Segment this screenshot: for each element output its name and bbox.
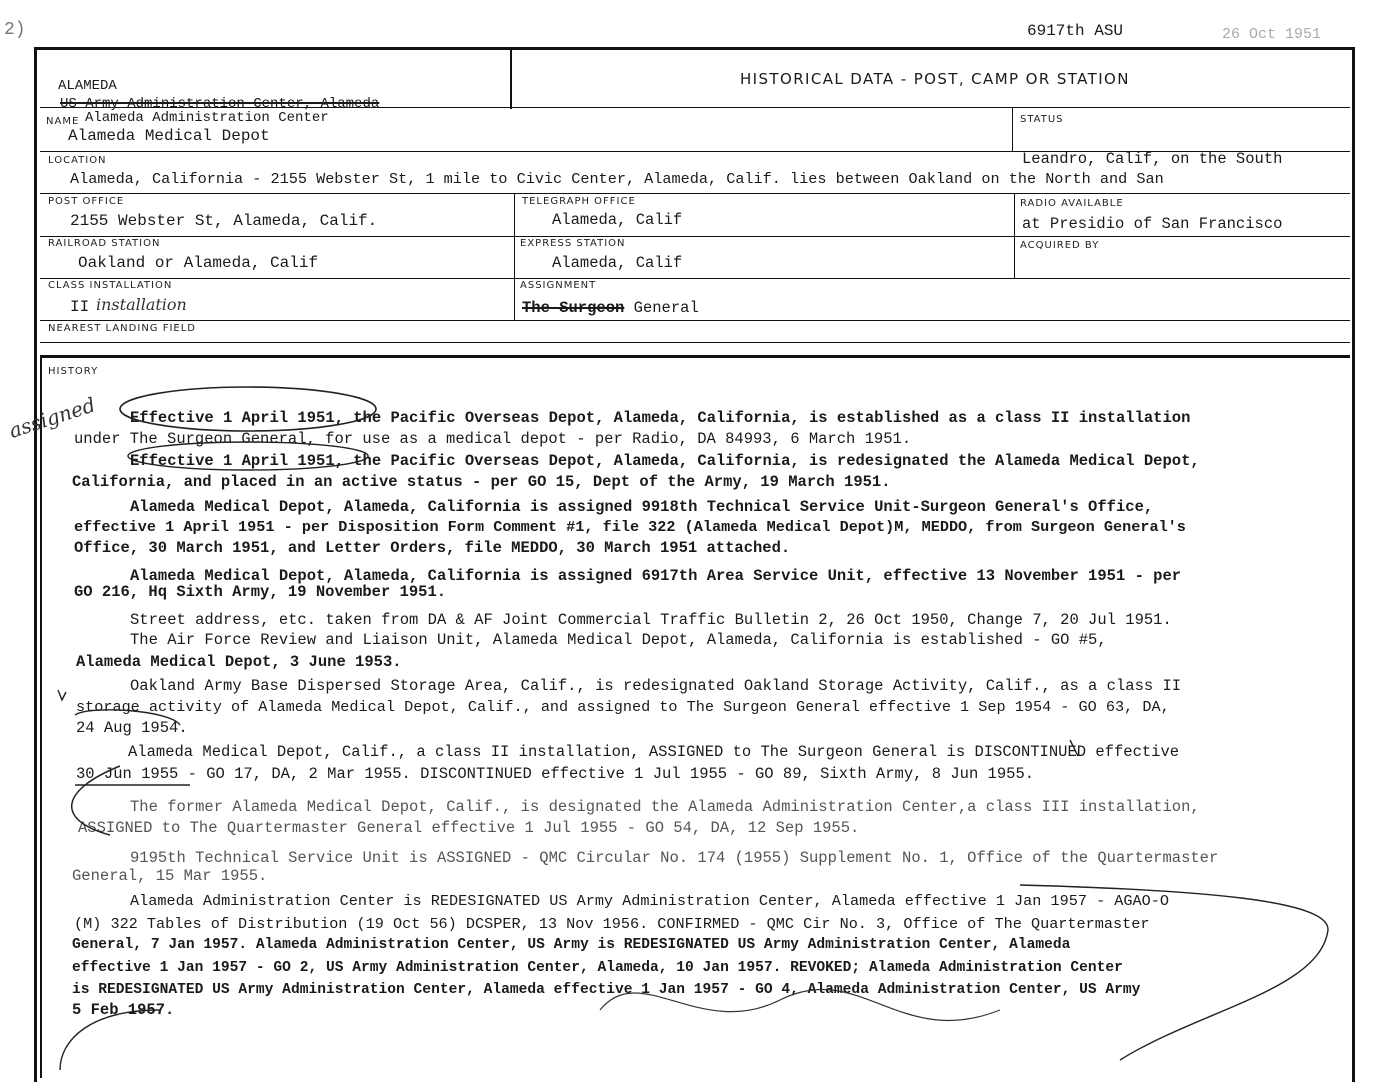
history-line: Effective 1 April 1951, the Pacific Overseas Depot, Alameda, California, is redesignated the Alameda Medical Depot, [130,452,1200,470]
history-line: Office, 30 March 1951, and Letter Orders, file MEDDO, 30 March 1951 attached. [74,539,791,557]
assignment-text: General [633,299,699,317]
history-line: Alameda Medical Depot, 3 June 1953. [76,653,402,671]
history-line: The former Alameda Medical Depot, Calif., is designated the Alameda Administration Center,a class III installation, [130,798,1200,816]
circle-annotation [120,387,376,431]
history-line: ASSIGNED to The Quartermaster General effective 1 Jul 1955 - GO 54, DA, 12 Sep 1955. [78,819,860,837]
name-label: NAME [46,116,80,127]
railroad-station-label: RAILROAD STATION [48,238,161,249]
assignment-struck: The Surgeon [522,299,625,317]
status-label: STATUS [1020,114,1064,125]
history-line: General, 7 Jan 1957. Alameda Administration Center, US Army is REDESIGNATED US Army Administration Center, Alameda [72,937,1071,953]
radio-available-label: RADIO AVAILABLE [1020,198,1124,209]
history-line: Oakland Army Base Dispersed Storage Area, Calif., is redesignated Oakland Storage Activity, Calif., as a class II [130,677,1182,695]
curve-mark [1020,885,1328,1060]
acquired-by-label: ACQUIRED BY [1020,240,1100,251]
history-line: 30 Jun 1955 - GO 17, DA, 2 Mar 1955. DISCONTINUED effective 1 Jul 1955 - GO 89, Sixth Army, 8 Jun 1955. [76,765,1035,783]
history-line: GO 216, Hq Sixth Army, 19 November 1951. [74,583,447,601]
nearest-landing-field-label: NEAREST LANDING FIELD [48,323,197,334]
telegraph-office-value: Alameda, Calif [552,211,683,229]
margin-note: assigned [6,392,99,443]
radio-available-value: at Presidio of San Francisco [1022,215,1283,233]
history-line: under The Surgeon General, for use as a medical depot - per Radio, DA 84993, 6 March 1951. [74,430,912,448]
express-station-label: EXPRESS STATION [520,238,626,249]
unit-code: 6917th ASU [1027,22,1124,40]
telegraph-office-label: TELEGRAPH OFFICE [522,196,636,207]
bracket-mark [60,1010,160,1070]
class-installation-handwritten: installation [96,295,187,314]
post-office-label: POST OFFICE [48,196,125,207]
history-line: The Air Force Review and Liaison Unit, Alameda Medical Depot, Alameda, California is established - GO #5, [130,631,1107,649]
history-line: (M) 322 Tables of Distribution (19 Oct 56) DCSPER, 13 Nov 1956. CONFIRMED - QMC Cir No. 3, Office of The Quartermaster [74,915,1150,933]
history-label: HISTORY [48,366,99,377]
history-line: storage activity of Alameda Medical Depot, Calif., and assigned to The Surgeon General effective 1 Sep 1954 - GO 63, DA, [76,698,1170,716]
history-line: effective 1 Jan 1957 - GO 2, US Army Administration Center, Alameda, 10 Jan 1957. REVOKED; Alameda Administration Center [72,960,1123,976]
name-value: Alameda Medical Depot [68,127,270,145]
history-line: 24 Aug 1954. [76,719,188,737]
post-office-value: 2155 Webster St, Alameda, Calif. [70,212,378,230]
name-line-3: Alameda Administration Center [85,110,329,126]
name-line-1: ALAMEDA [58,78,117,94]
form-title: HISTORICAL DATA - POST, CAMP OR STATION [740,70,1130,88]
bracket-mark [72,766,120,835]
history-line: California, and placed in an active status - per GO 15, Dept of the Army, 19 March 1951. [72,473,891,491]
location-continuation: Leandro, Calif, on the South [1022,150,1283,168]
history-line: General, 15 Mar 1955. [72,867,268,885]
circle-annotation [128,442,368,470]
underline-mark [75,710,180,725]
history-line: Alameda Medical Depot, Alameda, California is assigned 6917th Area Service Unit, effective 13 November 1951 - per [130,567,1182,585]
history-line: effective 1 April 1951 - per Disposition Form Comment #1, file 322 (Alameda Medical Depot)M, MEDDO, from Surgeon General's [74,518,1186,536]
tick-mark [1070,740,1078,756]
location-label: LOCATION [48,155,107,166]
history-line: 9195th Technical Service Unit is ASSIGNED - QMC Circular No. 174 (1955) Supplement No. 1, Office of the Quartermaster [130,849,1219,867]
history-line: is REDESIGNATED US Army Administration Center, Alameda effective 1 Jan 1957 - GO 4, Alameda Administration Center, US Army [72,982,1141,998]
class-installation-value: II [70,298,90,316]
location-value: Alameda, California - 2155 Webster St, 1 mile to Civic Center, Alameda, Calif. lies between Oakland on the North and San [70,170,1164,188]
assignment-label: ASSIGNMENT [520,280,597,291]
scribble-mark [600,989,1000,1020]
history-line: Alameda Medical Depot, Calif., a class II installation, ASSIGNED to The Surgeon General is DISCONTINUED effective [128,743,1180,761]
history-line: Street address, etc. taken from DA & AF Joint Commercial Traffic Bulletin 2, 26 Oct 1950, Change 7, 20 Jul 1951. [130,611,1172,629]
railroad-station-value: Oakland or Alameda, Calif [78,254,319,272]
history-line: Alameda Medical Depot, Alameda, California is assigned 9918th Technical Service Unit-Surgeon General's Office, [130,498,1154,516]
name-line-2-struck: US Army Administration Center, Alameda [60,96,380,112]
class-installation-label: CLASS INSTALLATION [48,280,173,291]
history-line: 5 Feb 1957. [72,1001,175,1019]
express-station-value: Alameda, Calif [552,254,683,272]
check-mark [58,690,66,700]
history-line: Alameda Administration Center is REDESIGNATED US Army Administration Center, Alameda effective 1 Jan 1957 - AGAO-O [130,892,1169,910]
corner-mark: 2) [4,20,26,40]
history-line: Effective 1 April 1951, the Pacific Overseas Depot, Alameda, California, is established as a class II installation [130,409,1191,427]
received-stamp: 26 Oct 1951 [1222,26,1322,43]
